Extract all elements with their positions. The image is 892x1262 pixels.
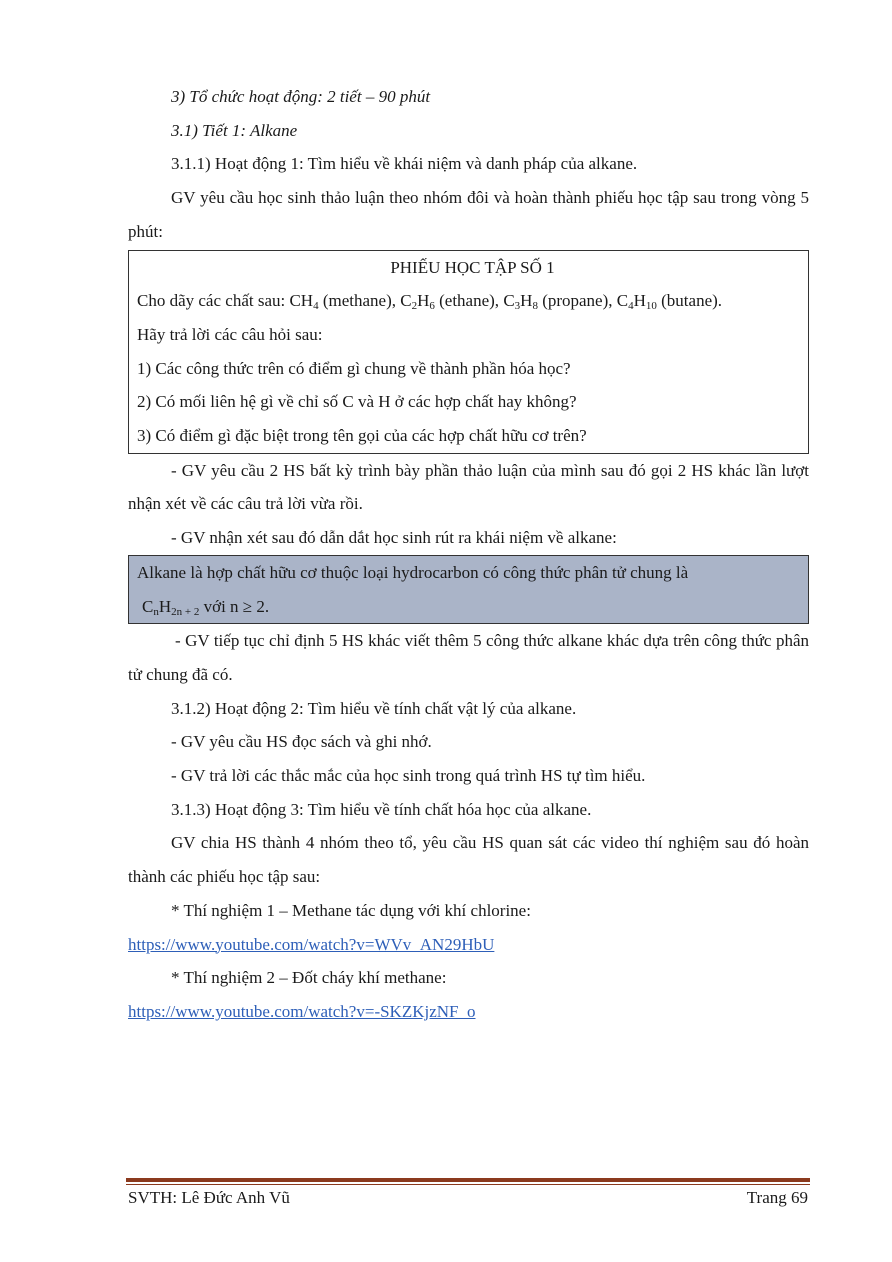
footer-rule-thin (126, 1184, 810, 1185)
experiment2-label: * Thí nghiệm 2 – Đốt cháy khí methane: (171, 968, 447, 988)
worksheet-given: Cho dãy các chất sau: $CH_4$ (methane), $C_2H_6$ (ethane), $C_3H_8$ (propane), $C_4H_{10}$ (butane). (137, 291, 723, 313)
experiment1-label: * Thí nghiệm 1 – Methane tác dụng với khí chlorine: (171, 900, 531, 920)
experiment2-link-line (128, 995, 809, 1029)
activity2-item: - GV yêu cầu HS đọc sách và ghi nhớ. (171, 732, 432, 752)
experiment1-link[interactable]: https://www.youtube.com/watch?v=WVv_AN29HbU (128, 934, 495, 954)
worksheet-question: 2) Có mối liên hệ gì về chỉ số C và H ở các hợp chất hay không? (137, 392, 577, 412)
para-after-worksheet: - GV yêu cầu 2 HS bất kỳ trình bày phần thảo luận của mình sau đó gọi 2 HS khác lần lượt nhận xét về các câu trả lời vừa rồi. (128, 460, 809, 514)
worksheet-prompt: Hãy trả lời các câu hỏi sau: (137, 324, 323, 344)
worksheet-title: PHIẾU HỌC TẬP SỐ 1 (390, 257, 555, 277)
activity2-heading: 3.1.2) Hoạt động 2: Tìm hiểu về tính chất vật lý của alkane. (171, 698, 577, 718)
section-title: 3) Tổ chức hoạt động: 2 tiết – 90 phút (171, 87, 431, 106)
definition-text: Alkane là hợp chất hữu cơ thuộc loại hydrocarbon có công thức phân tử chung là (137, 562, 689, 582)
definition-formula: $C_nH_{2n + 2}$ với n ≥ 2. (142, 596, 270, 618)
definition-box (128, 555, 809, 624)
footer-rule (126, 1178, 810, 1182)
footer (128, 1188, 808, 1208)
experiment1-link-line (128, 928, 809, 962)
activity2-item: - GV trả lời các thắc mắc của học sinh trong quá trình HS tự tìm hiểu. (171, 766, 646, 786)
experiment2-link[interactable]: https://www.youtube.com/watch?v=-SKZKjzNF_o (128, 1001, 476, 1021)
para-more-formulas: - GV tiếp tục chỉ định 5 HS khác viết thêm 5 công thức alkane khác dựa trên công thức phân tử chung đã có. (128, 631, 809, 684)
para-conclusion-lead: - GV nhận xét sau đó dẫn dắt học sinh rút ra khái niệm về alkane: (171, 528, 617, 548)
worksheet-question: 1) Các công thức trên có điểm gì chung về thành phần hóa học? (137, 358, 571, 378)
worksheet-box (128, 250, 809, 454)
activity1-heading: 3.1.1) Hoạt động 1: Tìm hiểu về khái niệm và danh pháp của alkane. (171, 154, 638, 174)
subsection-title: 3.1) Tiết 1: Alkane (171, 120, 298, 140)
intro-paragraph: GV yêu cầu học sinh thảo luận theo nhóm đôi và hoàn thành phiếu học tập sau trong vòng 5 phút: (128, 188, 809, 241)
footer-page-number: Trang 69 (746, 1188, 808, 1207)
activity3-heading: 3.1.3) Hoạt động 3: Tìm hiểu về tính chất hóa học của alkane. (171, 799, 592, 819)
footer-author: SVTH: Lê Đức Anh Vũ (128, 1188, 290, 1207)
worksheet-question: 3) Có điểm gì đặc biệt trong tên gọi của các hợp chất hữu cơ trên? (137, 426, 587, 446)
document-body (128, 80, 809, 1029)
activity3-intro: GV chia HS thành 4 nhóm theo tổ, yêu cầu HS quan sát các video thí nghiệm sau đó hoàn thành các phiếu học tập sau: (128, 833, 809, 887)
